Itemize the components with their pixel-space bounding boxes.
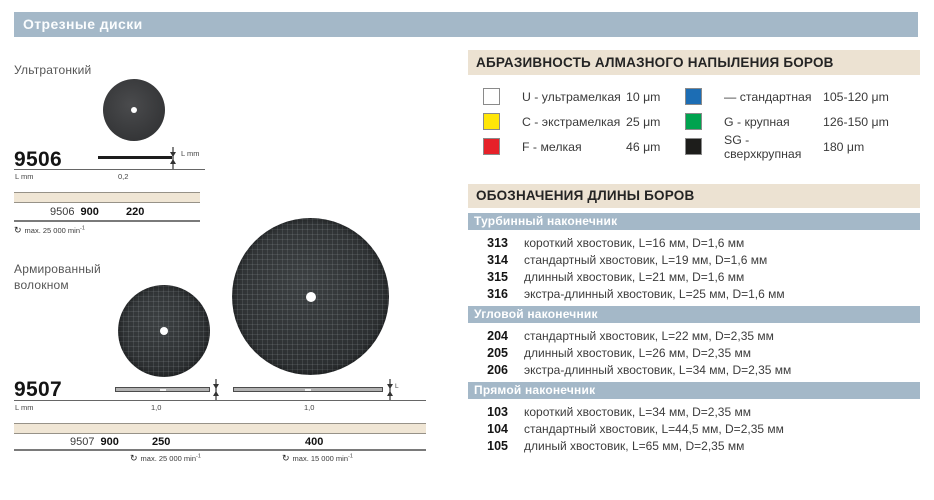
length-code: 313 — [487, 235, 508, 250]
length-desc: длинный хвостовик, L=26 мм, D=2,35 мм — [524, 345, 751, 360]
length-row — [468, 403, 920, 420]
thickness-value: 1,0 — [304, 403, 315, 412]
length-desc: экстра-длинный хвостовик, L=34 мм, D=2,35 мм — [524, 362, 792, 377]
length-desc: стандартный хвостовик, L=44,5 мм, D=2,35 мм — [524, 421, 784, 436]
row-variant: 900 — [80, 206, 99, 218]
rotation-speed-icon: ↻ — [14, 225, 22, 235]
table-row — [50, 206, 99, 218]
max-speed-note: ↻ max. 25 000 $\min^{-1}$ — [130, 453, 201, 463]
grit-label: C - экстрамелкая — [522, 114, 621, 129]
divider — [14, 169, 205, 170]
row-code: 9506 — [50, 206, 75, 218]
axis-label: L mm — [15, 403, 34, 412]
length-desc: длиный хвостовик, L=65 мм, D=2,35 мм — [524, 438, 745, 453]
grit-color-swatch — [483, 113, 500, 130]
axis-label: L mm — [15, 172, 34, 181]
lengths-table — [468, 213, 920, 458]
dimension-unit-label: L mm — [181, 149, 200, 158]
divider — [14, 400, 426, 401]
length-code: 206 — [487, 362, 508, 377]
thickness-dimension-icon — [168, 147, 178, 169]
group-header-turbine: Турбинный наконечник — [468, 213, 920, 230]
thickness-value: 0,2 — [118, 172, 129, 181]
disc-center-hole — [306, 292, 316, 302]
group-header-contra-angle: Угловой наконечник — [468, 306, 920, 323]
legend-item — [685, 113, 889, 130]
disc-center-hole — [160, 327, 168, 335]
legend-column-fine — [483, 88, 660, 155]
disc-side-view — [98, 156, 172, 159]
table-cell: 220 — [126, 206, 145, 218]
disc-hole-notch — [305, 389, 311, 391]
disc-hole-notch — [160, 389, 166, 391]
length-desc: стандартный хвостовик, L=19 мм, D=1,6 мм — [524, 252, 768, 267]
grit-size: 25 μm — [626, 114, 661, 129]
grit-color-swatch — [685, 113, 702, 130]
grit-color-swatch — [483, 88, 500, 105]
length-code: 205 — [487, 345, 508, 360]
table-cell: 250 — [152, 436, 171, 448]
table-row — [70, 436, 119, 448]
disc-9506-image — [103, 79, 165, 141]
grit-color-swatch — [483, 138, 500, 155]
grit-color-swatch — [685, 88, 702, 105]
grit-label: SG - сверхкрупная — [724, 132, 802, 161]
length-code: 204 — [487, 328, 508, 343]
legend-item — [483, 88, 660, 105]
length-row — [468, 344, 920, 361]
product-type-label: Армированный волокном — [14, 262, 101, 292]
rotation-speed-icon: ↻ — [282, 453, 290, 463]
table-cell: 400 — [305, 436, 324, 448]
divider — [14, 220, 200, 222]
legend-item — [483, 138, 660, 155]
disc-side-view — [115, 387, 210, 392]
length-row — [468, 285, 920, 302]
legend-item — [685, 132, 889, 161]
length-desc: короткий хвостовик, L=34 мм, D=2,35 мм — [524, 404, 751, 419]
group-header-straight: Прямой наконечник — [468, 382, 920, 399]
thickness-dimension-icon — [211, 379, 221, 401]
product-code: 9507 — [14, 378, 62, 401]
length-row — [468, 437, 920, 454]
grit-size: 10 μm — [626, 89, 661, 104]
disc-center-hole — [131, 107, 137, 113]
grit-label: — стандартная — [724, 89, 812, 104]
length-row — [468, 268, 920, 285]
divider — [14, 449, 426, 451]
row-code: 9507 — [70, 436, 95, 448]
length-row — [468, 251, 920, 268]
group-rows — [468, 399, 920, 458]
length-row — [468, 361, 920, 378]
grit-size: 126-150 μm — [823, 114, 889, 129]
length-row — [468, 327, 920, 344]
length-code: 315 — [487, 269, 508, 284]
row-variant: 900 — [100, 436, 119, 448]
legend-item — [483, 113, 660, 130]
thickness-dimension-icon — [385, 379, 395, 401]
product-type-label: Ультратонкий — [14, 63, 92, 77]
abrasiveness-section-title: АБРАЗИВНОСТЬ АЛМАЗНОГО НАПЫЛЕНИЯ БОРОВ — [468, 50, 920, 75]
group-rows — [468, 230, 920, 306]
length-code: 105 — [487, 438, 508, 453]
grit-label: G - крупная — [724, 114, 790, 129]
rotation-speed-icon: ↻ — [130, 453, 138, 463]
length-desc: экстра-длинный хвостовик, L=25 мм, D=1,6 мм — [524, 286, 785, 301]
section-header: Отрезные диски — [14, 12, 918, 37]
table-header-band — [14, 423, 426, 434]
max-speed-note: ↻ max. 25 000 $\min^{-1}$ — [14, 225, 85, 235]
length-code: 316 — [487, 286, 508, 301]
max-speed-note: ↻ max. 15 000 $\min^{-1}$ — [282, 453, 353, 463]
length-row — [468, 234, 920, 251]
dimension-unit-label: L — [395, 383, 399, 390]
grit-label: F - мелкая — [522, 139, 582, 154]
length-desc: стандартный хвостовик, L=22 мм, D=2,35 мм — [524, 328, 774, 343]
table-header-band — [14, 192, 200, 203]
disc-side-view — [233, 387, 383, 392]
legend-column-coarse — [685, 88, 889, 161]
grit-size: 180 μm — [823, 139, 865, 154]
length-code: 104 — [487, 421, 508, 436]
length-code: 314 — [487, 252, 508, 267]
disc-9507-large-image — [232, 218, 389, 375]
grit-label: U - ультрамелкая — [522, 89, 621, 104]
disc-9507-small-image — [118, 285, 210, 377]
length-desc: короткий хвостовик, L=16 мм, D=1,6 мм — [524, 235, 745, 250]
grit-color-swatch — [685, 138, 702, 155]
group-rows — [468, 323, 920, 382]
legend-item — [685, 88, 889, 105]
length-code: 103 — [487, 404, 508, 419]
grit-size: 105-120 μm — [823, 89, 889, 104]
grit-size: 46 μm — [626, 139, 661, 154]
thickness-value: 1,0 — [151, 403, 162, 412]
lengths-section-title: ОБОЗНАЧЕНИЯ ДЛИНЫ БОРОВ — [468, 184, 920, 208]
product-code: 9506 — [14, 148, 62, 171]
length-row — [468, 420, 920, 437]
length-desc: длинный хвостовик, L=21 мм, D=1,6 мм — [524, 269, 745, 284]
